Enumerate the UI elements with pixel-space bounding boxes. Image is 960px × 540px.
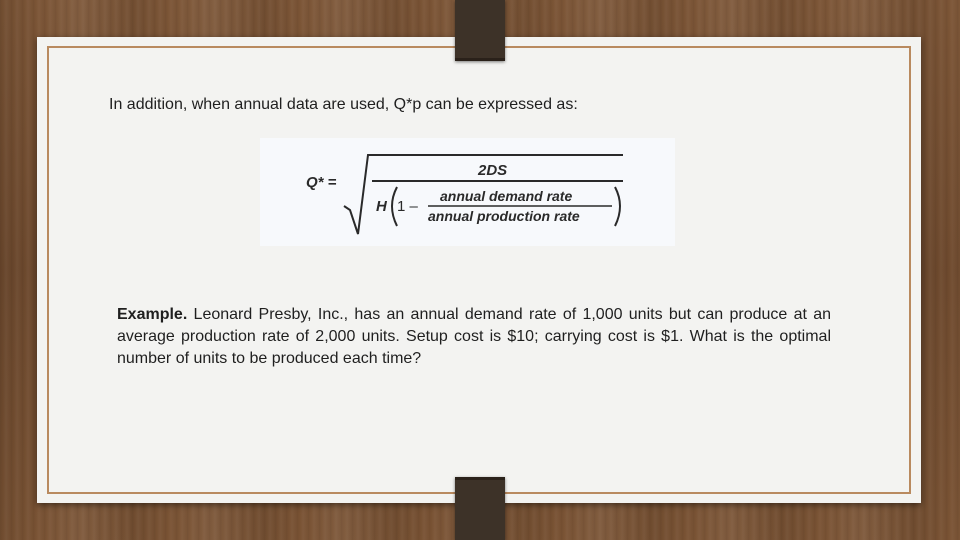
binder-clip-top: [455, 0, 505, 61]
formula-image: [260, 138, 675, 246]
binder-clip-bottom: [455, 477, 505, 540]
formula-svg: [260, 138, 675, 246]
formula-lhs: Q* =: [306, 174, 337, 191]
formula-numerator: 2DS: [478, 162, 508, 179]
right-paren: [615, 187, 620, 226]
formula-inner-denominator: annual production rate: [428, 208, 580, 224]
formula-h: H: [376, 198, 387, 215]
formula-one-minus: 1 –: [397, 198, 418, 215]
example-label: Example.: [117, 306, 188, 323]
formula-inner-numerator: annual demand rate: [440, 188, 573, 204]
intro-text: In addition, when annual data are used, Q*p can be expressed as:: [109, 96, 578, 113]
example-text: Leonard Presby, Inc., has an annual demand rate of 1,000 units but can produce at an average production rate of 2,000 units. Setup cost is $10; carrying cost is $1. What is the optimal number of units to be produced each time?: [117, 306, 831, 367]
example-paragraph: [117, 304, 831, 370]
